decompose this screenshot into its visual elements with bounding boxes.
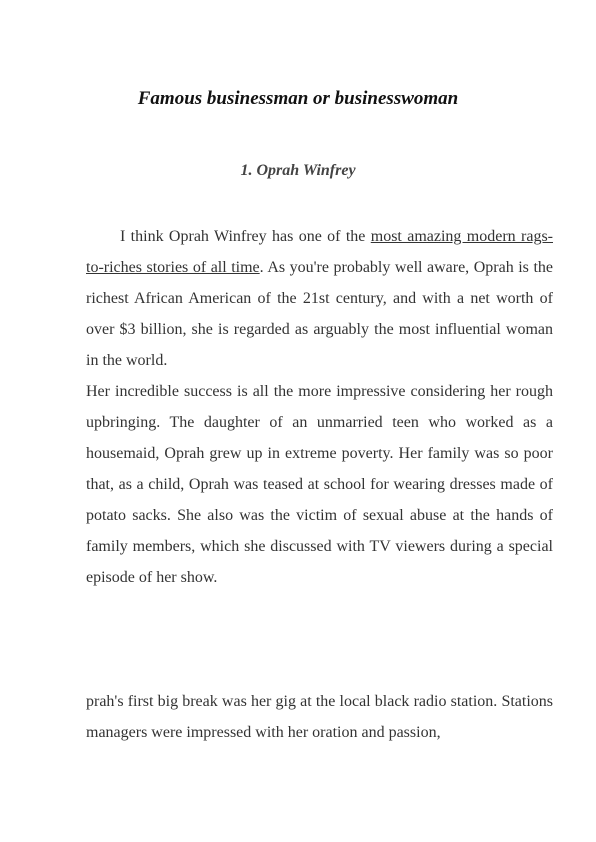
paragraph-intro-rest: . As you're probably well aware, Oprah is the richest African American of the 21st century, and with a net worth of over $3 billion, she is regarded as arguably the most influential woman in the world. [86, 259, 553, 369]
paragraph-intro [86, 221, 553, 376]
document-title: Famous businessman or businesswoman [137, 88, 459, 109]
paragraph-intro-text: I think Oprah Winfrey has one of the [120, 228, 371, 245]
section-heading: 1. Oprah Winfrey [240, 162, 356, 179]
body-paragraphs [86, 221, 553, 593]
paragraph-radio-text: prah's first big break was her gig at the local black radio station. Stations managers were impressed with her oration and passion, [86, 693, 553, 741]
paragraph-upbringing: Her incredible success is all the more impressive considering her rough upbringing. The daughter of an unmarried teen who worked as a housemaid, Oprah grew up in extreme poverty. Her family was so poor that, as a child, Oprah was teased at school for wearing dresses made of potato sacks. She also was the victim of sexual abuse at the hands of family members, which she discussed with TV viewers during a special episode of her show. [86, 383, 553, 586]
paragraph-radio-station [86, 686, 553, 748]
rags-to-riches-link[interactable]: most amazing modern rags-to-riches stories of all time [86, 228, 553, 276]
